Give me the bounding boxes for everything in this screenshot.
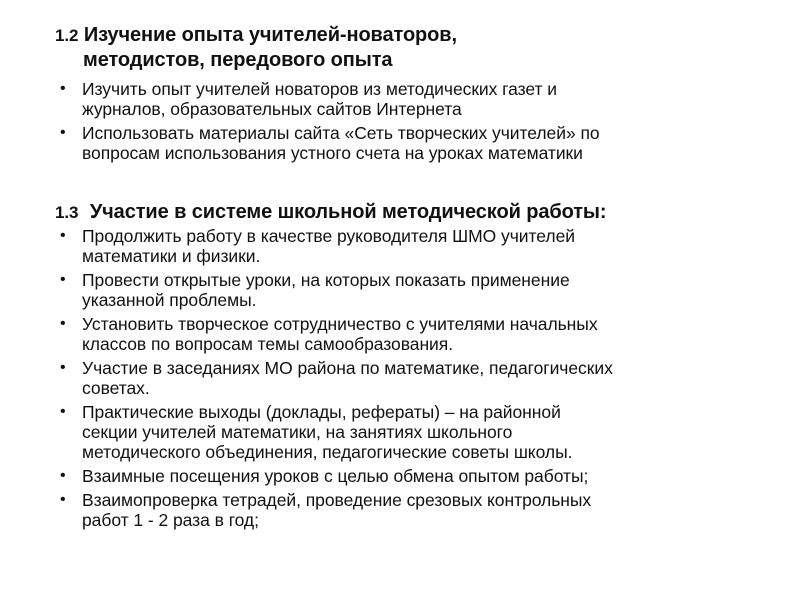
bullet-marker-icon: • [60, 271, 66, 288]
bullet-text-line: Продолжить работу в качестве руководителя ШМО учителей [82, 226, 575, 246]
bullet-text-line: Изучить опыт учителей новаторов из методических газет и [82, 79, 557, 99]
bullet-item [58, 226, 763, 266]
bullet-marker-icon: • [60, 467, 66, 484]
bullet-marker-icon: • [60, 403, 66, 420]
bullet-marker-icon: • [60, 227, 66, 244]
bullet-marker-icon: • [60, 491, 66, 508]
bullet-text-line: Взаимопроверка тетрадей, проведение срезовых контрольных [82, 490, 592, 510]
bullet-item [58, 270, 763, 310]
bullet-text-line: Установить творческое сотрудничество с учителями начальных [82, 314, 598, 334]
section-heading-1-line-1 [55, 23, 457, 48]
bullet-text-line: вопросам использования устного счета на уроках математики [82, 143, 583, 163]
bullet-text-line: работ 1 - 2 раза в год; [82, 510, 259, 530]
bullet-item [58, 123, 763, 163]
bullet-text-line: Использовать материалы сайта «Сеть творческих учителей» по [82, 123, 600, 143]
bullet-item [58, 490, 763, 530]
bullet-item [58, 358, 763, 398]
bullet-marker-icon: • [60, 359, 66, 376]
bullet-marker-icon: • [60, 315, 66, 332]
bullet-text-line: Участие в заседаниях МО района по математике, педагогических [82, 358, 613, 378]
bullet-list-2 [58, 226, 763, 534]
section-heading-2 [55, 200, 606, 225]
section-title: Изучение опыта учителей-новаторов, [83, 24, 457, 46]
bullet-marker-icon: • [60, 80, 66, 97]
bullet-text-line: классов по вопросам темы самообразования. [82, 334, 454, 354]
section-title: Участие в системе школьной методической работы: [89, 201, 607, 223]
bullet-marker-icon: • [60, 124, 66, 141]
bullet-item [58, 314, 763, 354]
bullet-item [58, 79, 763, 119]
bullet-text-line: Взаимные посещения уроков с целью обмена опытом работы; [82, 466, 589, 486]
section-number: 1.3 [55, 203, 79, 222]
section-heading-1 [55, 23, 457, 73]
bullet-text-line: указанной проблемы. [82, 290, 257, 310]
bullet-text-line: секции учителей математики, на занятиях школьного [82, 422, 513, 442]
bullet-text-line: математики и физики. [82, 246, 261, 266]
bullet-text-line: Практические выходы (доклады, рефераты) – на районной [82, 402, 561, 422]
bullet-text-line: журналов, образовательных сайтов Интернета [82, 99, 462, 119]
bullet-item [58, 466, 763, 486]
section-heading-1-line-2: методистов, передового опыта [83, 49, 393, 71]
bullet-list-1 [58, 79, 763, 167]
bullet-text-line: советах. [82, 378, 150, 398]
bullet-item [58, 402, 763, 462]
bullet-text-line: методического объединения, педагогические советы школы. [82, 442, 573, 462]
section-number: 1.2 [55, 26, 79, 45]
bullet-text-line: Провести открытые уроки, на которых показать применение [82, 270, 570, 290]
